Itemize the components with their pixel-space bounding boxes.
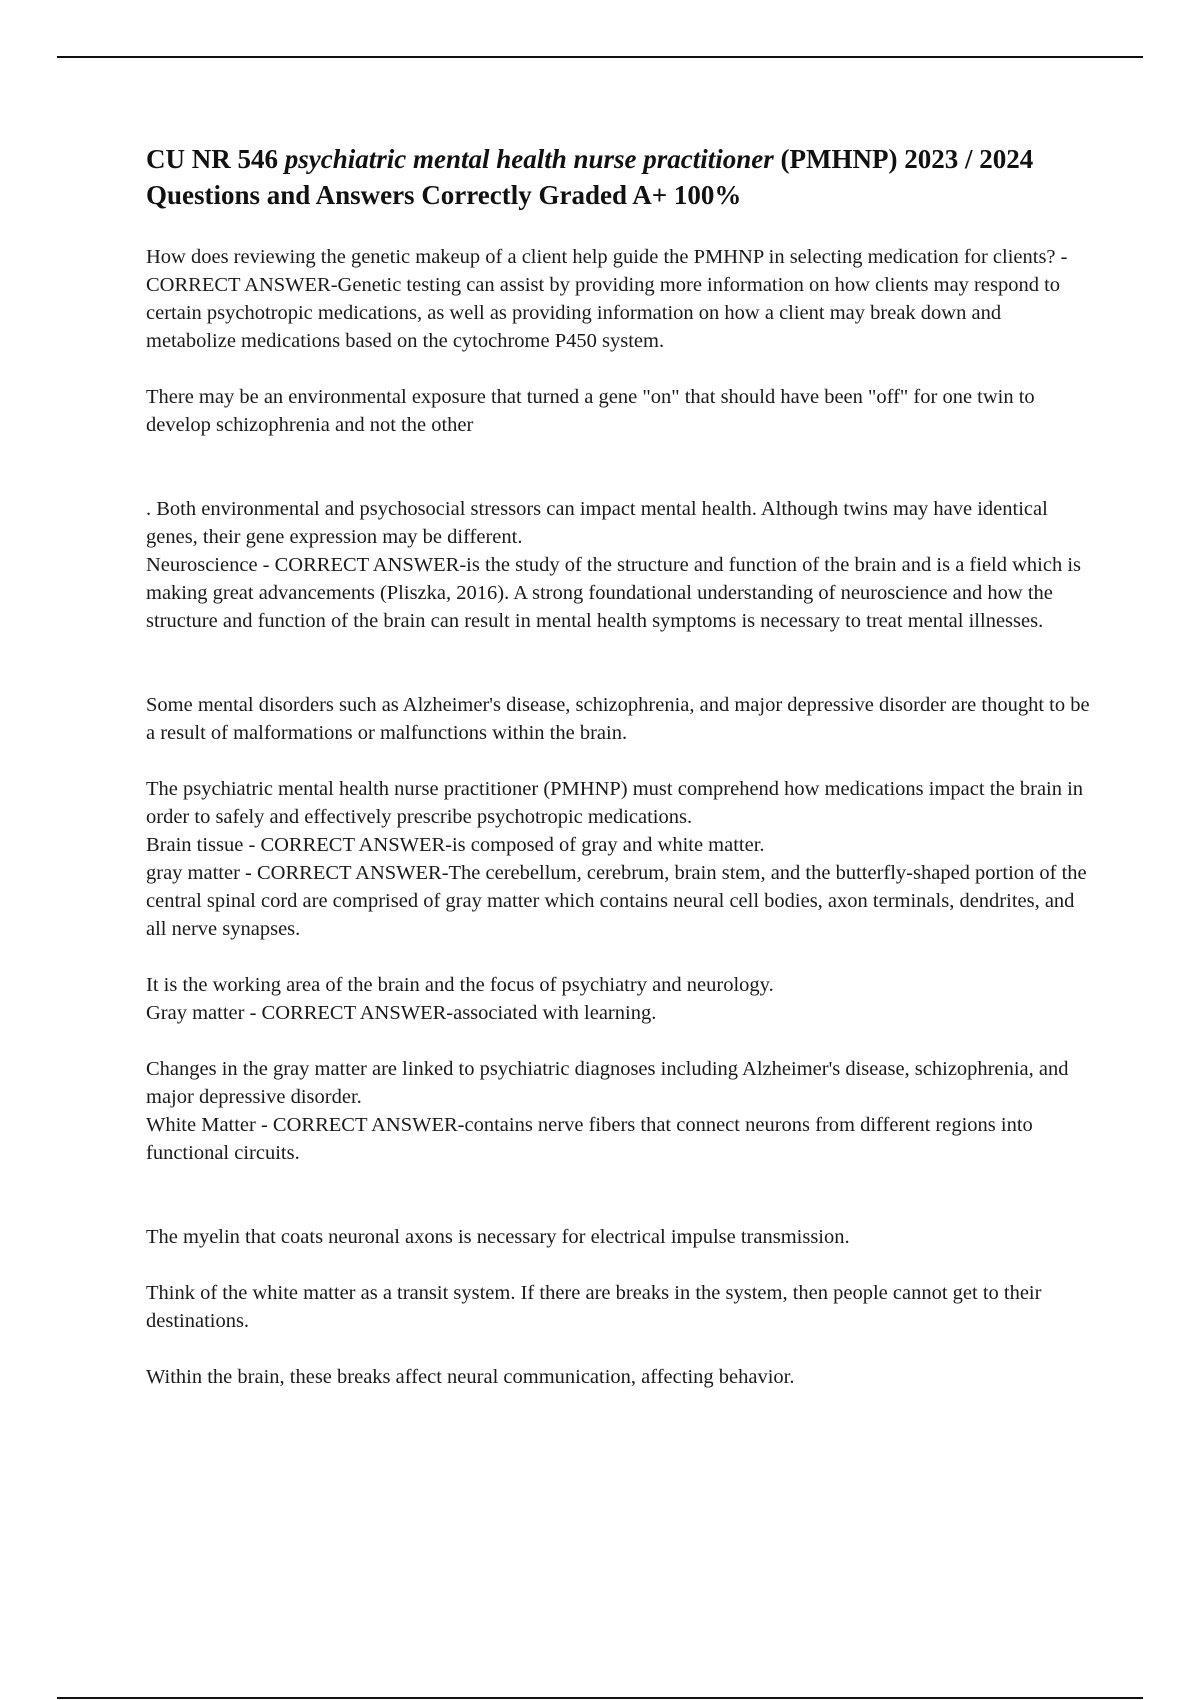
title-part-1: CU NR 546 (146, 144, 285, 174)
paragraph-white-matter: White Matter - CORRECT ANSWER-contains nerve fibers that connect neurons from different regions into functional circuits. (146, 1114, 1033, 1164)
paragraph-environmental-exposure: There may be an environmental exposure that turned a gene "on" that should have been "off" for one twin to develop schizophrenia and not the other (146, 386, 1035, 436)
title-part-2: (PMHNP) 2023 / 2024 Questions and Answers Correctly Graded A+ 100% (146, 144, 1034, 210)
paragraph-myelin: The myelin that coats neuronal axons is necessary for electrical impulse transmission. (146, 1226, 850, 1248)
bottom-rule (57, 1697, 1143, 1699)
paragraph-gray-matter-definition: gray matter - CORRECT ANSWER-The cerebellum, cerebrum, brain stem, and the butterfly-shaped portion of the central spinal cord are comprised of gray matter which contains neural cell bodies, axon terminals, dendrites, and all nerve synapses. (146, 862, 1087, 940)
document-title (146, 141, 1096, 213)
paragraph-neuroscience: Neuroscience - CORRECT ANSWER-is the study of the structure and function of the brain and is a field which is making great advancements (Pliszka, 2016). A strong foundational understanding of neuroscience and how the structure and function of the brain can result in mental health symptoms is necessary to treat mental illnesses. (146, 554, 1082, 632)
paragraph-neural-communication: Within the brain, these breaks affect neural communication, affecting behavior. (146, 1366, 795, 1388)
paragraph-stressors: . Both environmental and psychosocial stressors can impact mental health. Although twins may have identical genes, their gene expression may be different. (146, 498, 1048, 548)
paragraph-genetic-makeup: How does reviewing the genetic makeup of a client help guide the PMHNP in selecting medication for clients? - CORRECT ANSWER-Genetic testing can assist by providing more information on how clients may respond to certain psychotropic medications, as well as providing information on how a client may break down and metabolize medications based on the cytochrome P450 system. (146, 246, 1068, 352)
paragraph-pmhnp-medications: The psychiatric mental health nurse practitioner (PMHNP) must comprehend how medications impact the brain in order to safely and effectively prescribe psychotropic medications. (146, 778, 1084, 828)
document-body (146, 243, 1096, 1391)
title-italic: psychiatric mental health nurse practitioner (284, 144, 774, 174)
top-rule (57, 56, 1143, 58)
paragraph-brain-tissue: Brain tissue - CORRECT ANSWER-is composed of gray and white matter. (146, 834, 765, 856)
paragraph-transit-system: Think of the white matter as a transit system. If there are breaks in the system, then people cannot get to their destinations. (146, 1282, 1042, 1332)
document-content (146, 141, 1096, 1391)
paragraph-working-area: It is the working area of the brain and the focus of psychiatry and neurology. (146, 974, 774, 996)
paragraph-mental-disorders: Some mental disorders such as Alzheimer's disease, schizophrenia, and major depressive disorder are thought to be a result of malformations or malfunctions within the brain. (146, 694, 1090, 744)
paragraph-gray-matter-learning: Gray matter - CORRECT ANSWER-associated with learning. (146, 1002, 657, 1024)
paragraph-gray-matter-changes: Changes in the gray matter are linked to psychiatric diagnoses including Alzheimer's disease, schizophrenia, and major depressive disorder. (146, 1058, 1069, 1108)
